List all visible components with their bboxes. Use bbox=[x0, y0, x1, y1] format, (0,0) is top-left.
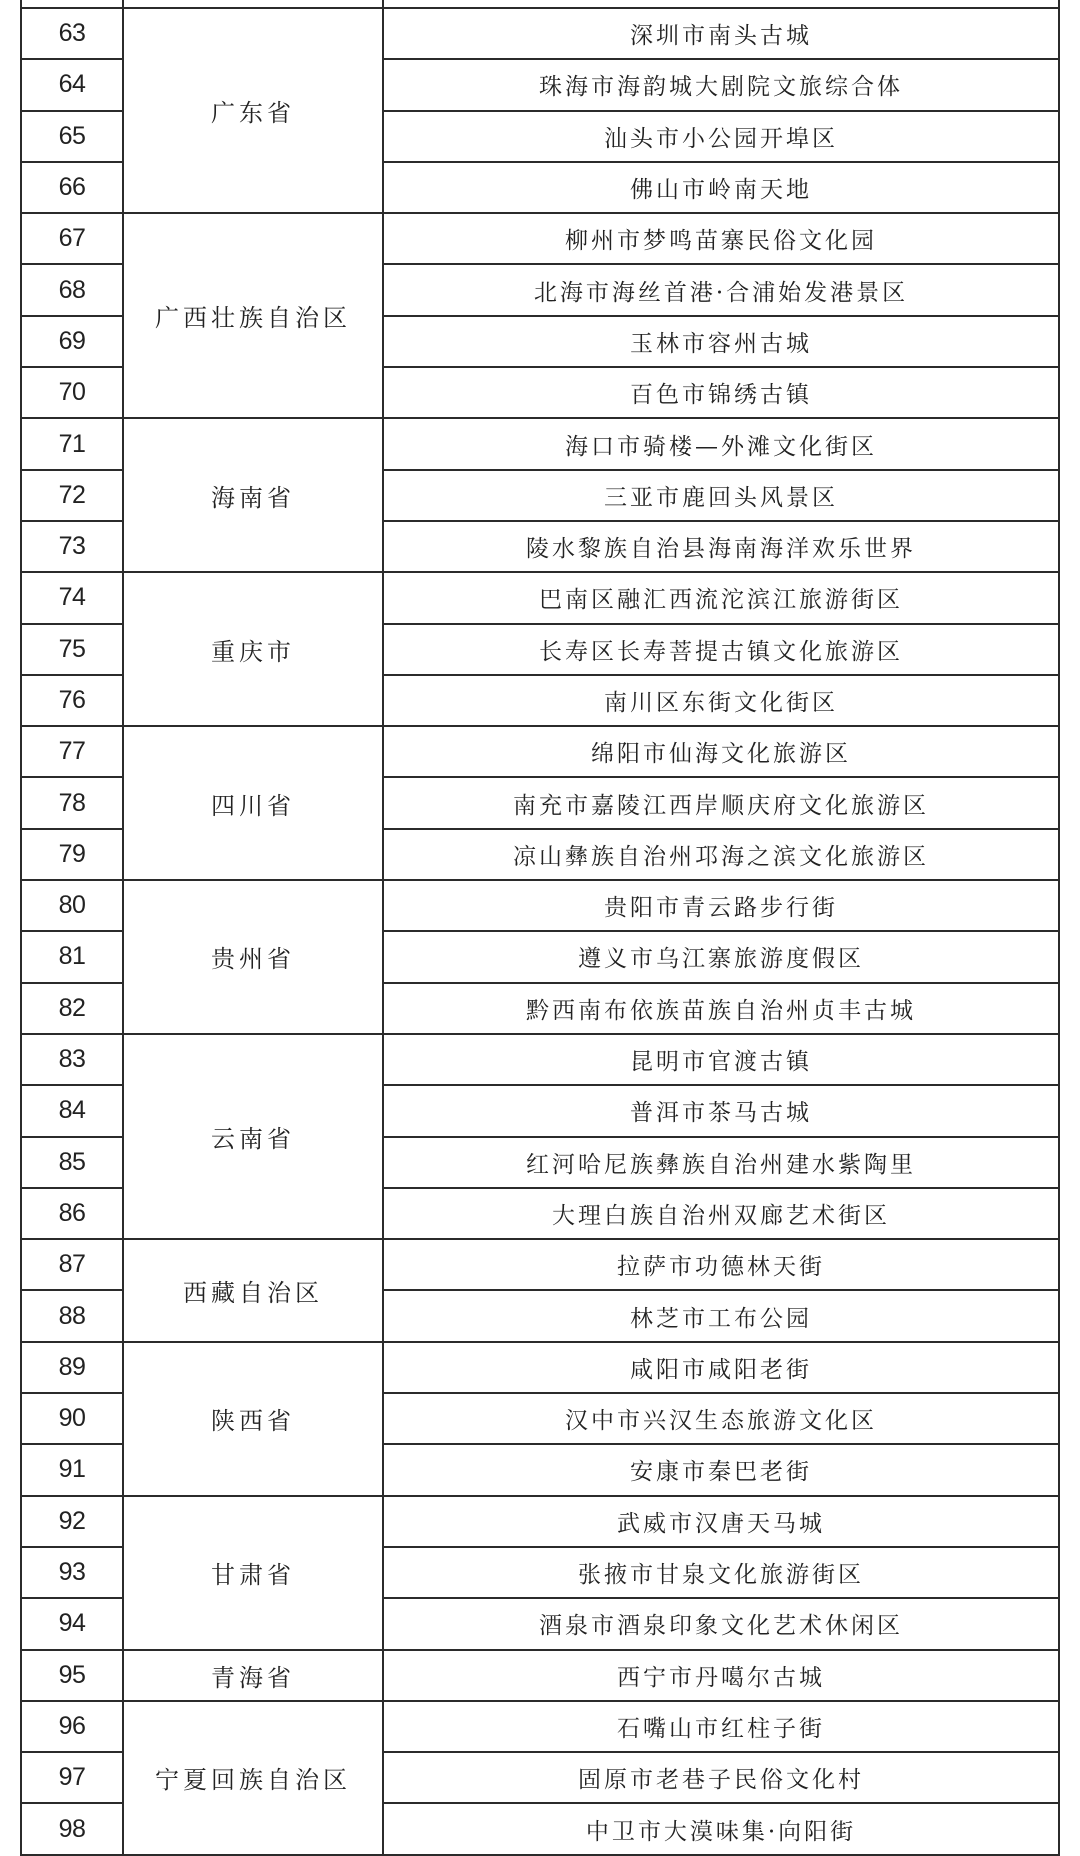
table-row bbox=[21, 418, 1059, 469]
site-name-cell: 佛山市岭南天地 bbox=[383, 162, 1059, 213]
row-number-cell: 89 bbox=[21, 1342, 123, 1393]
table-row bbox=[21, 213, 1059, 264]
table-row bbox=[21, 572, 1059, 623]
site-name-cell: 安康市秦巴老街 bbox=[383, 1444, 1059, 1495]
table-row-cut-off bbox=[21, 0, 1059, 8]
site-name-cell: 武威市汉唐天马城 bbox=[383, 1496, 1059, 1547]
row-number-cell: 77 bbox=[21, 726, 123, 777]
province-cell: 陕西省 bbox=[123, 1342, 383, 1496]
table-row bbox=[21, 1650, 1059, 1701]
site-name-cell: 凉山彝族自治州邛海之滨文化旅游区 bbox=[383, 829, 1059, 880]
row-number-cell: 98 bbox=[21, 1803, 123, 1854]
site-name-cell: 汕头市小公园开埠区 bbox=[383, 111, 1059, 162]
row-number-cell: 84 bbox=[21, 1085, 123, 1136]
site-name-cell: 百色市锦绣古镇 bbox=[383, 367, 1059, 418]
province-cell: 重庆市 bbox=[123, 572, 383, 726]
row-number-cell: 68 bbox=[21, 264, 123, 315]
row-number-cell: 70 bbox=[21, 367, 123, 418]
site-name-cell: 巴南区融汇西流沱滨江旅游街区 bbox=[383, 572, 1059, 623]
site-name-cell: 大理白族自治州双廊艺术街区 bbox=[383, 1188, 1059, 1239]
province-cell: 广东省 bbox=[123, 8, 383, 213]
site-name-cell: 玉林市容州古城 bbox=[383, 316, 1059, 367]
site-name-cell: 张掖市甘泉文化旅游街区 bbox=[383, 1547, 1059, 1598]
table-row bbox=[21, 1034, 1059, 1085]
site-name-cell: 北海市海丝首港·合浦始发港景区 bbox=[383, 264, 1059, 315]
site-name-cell: 南充市嘉陵江西岸顺庆府文化旅游区 bbox=[383, 777, 1059, 828]
site-name-cell: 固原市老巷子民俗文化村 bbox=[383, 1752, 1059, 1803]
row-number-cell: 88 bbox=[21, 1290, 123, 1341]
row-number-cell: 95 bbox=[21, 1650, 123, 1701]
province-cell: 宁夏回族自治区 bbox=[123, 1701, 383, 1855]
site-name-cell: 长寿区长寿菩提古镇文化旅游区 bbox=[383, 624, 1059, 675]
row-number-cell: 65 bbox=[21, 111, 123, 162]
row-number-cell: 90 bbox=[21, 1393, 123, 1444]
site-name-cell: 拉萨市功德林天街 bbox=[383, 1239, 1059, 1290]
province-cell: 海南省 bbox=[123, 418, 383, 572]
row-number-cell: 96 bbox=[21, 1701, 123, 1752]
row-number-cell: 80 bbox=[21, 880, 123, 931]
table-row bbox=[21, 1342, 1059, 1393]
province-cell: 甘肃省 bbox=[123, 1496, 383, 1650]
site-name-cell: 昆明市官渡古镇 bbox=[383, 1034, 1059, 1085]
cut-off-cell bbox=[21, 0, 123, 8]
table-row bbox=[21, 8, 1059, 59]
site-name-cell: 柳州市梦鸣苗寨民俗文化园 bbox=[383, 213, 1059, 264]
row-number-cell: 72 bbox=[21, 470, 123, 521]
site-name-cell: 遵义市乌江寨旅游度假区 bbox=[383, 931, 1059, 982]
site-name-cell: 贵阳市青云路步行街 bbox=[383, 880, 1059, 931]
table-row bbox=[21, 726, 1059, 777]
row-number-cell: 64 bbox=[21, 59, 123, 110]
row-number-cell: 85 bbox=[21, 1137, 123, 1188]
row-number-cell: 94 bbox=[21, 1598, 123, 1649]
row-number-cell: 97 bbox=[21, 1752, 123, 1803]
row-number-cell: 92 bbox=[21, 1496, 123, 1547]
site-name-cell: 石嘴山市红柱子街 bbox=[383, 1701, 1059, 1752]
province-cell: 广西壮族自治区 bbox=[123, 213, 383, 418]
row-number-cell: 75 bbox=[21, 624, 123, 675]
site-name-cell: 三亚市鹿回头风景区 bbox=[383, 470, 1059, 521]
row-number-cell: 83 bbox=[21, 1034, 123, 1085]
row-number-cell: 73 bbox=[21, 521, 123, 572]
row-number-cell: 66 bbox=[21, 162, 123, 213]
row-number-cell: 91 bbox=[21, 1444, 123, 1495]
site-name-cell: 汉中市兴汉生态旅游文化区 bbox=[383, 1393, 1059, 1444]
row-number-cell: 67 bbox=[21, 213, 123, 264]
row-number-cell: 86 bbox=[21, 1188, 123, 1239]
row-number-cell: 63 bbox=[21, 8, 123, 59]
row-number-cell: 76 bbox=[21, 675, 123, 726]
site-name-cell: 海口市骑楼—外滩文化街区 bbox=[383, 418, 1059, 469]
site-name-cell: 绵阳市仙海文化旅游区 bbox=[383, 726, 1059, 777]
row-number-cell: 79 bbox=[21, 829, 123, 880]
table-row bbox=[21, 880, 1059, 931]
row-number-cell: 69 bbox=[21, 316, 123, 367]
site-name-cell: 酒泉市酒泉印象文化艺术休闲区 bbox=[383, 1598, 1059, 1649]
row-number-cell: 71 bbox=[21, 418, 123, 469]
province-cell: 贵州省 bbox=[123, 880, 383, 1034]
province-cell: 西藏自治区 bbox=[123, 1239, 383, 1342]
row-number-cell: 74 bbox=[21, 572, 123, 623]
province-cell: 青海省 bbox=[123, 1650, 383, 1701]
site-list-body bbox=[21, 0, 1059, 1855]
document-page bbox=[20, 0, 1060, 1856]
row-number-cell: 81 bbox=[21, 931, 123, 982]
row-number-cell: 93 bbox=[21, 1547, 123, 1598]
row-number-cell: 82 bbox=[21, 983, 123, 1034]
table-row bbox=[21, 1496, 1059, 1547]
site-name-cell: 林芝市工布公园 bbox=[383, 1290, 1059, 1341]
site-name-cell: 普洱市茶马古城 bbox=[383, 1085, 1059, 1136]
site-name-cell: 陵水黎族自治县海南海洋欢乐世界 bbox=[383, 521, 1059, 572]
province-cell: 四川省 bbox=[123, 726, 383, 880]
table-row bbox=[21, 1701, 1059, 1752]
site-name-cell: 咸阳市咸阳老街 bbox=[383, 1342, 1059, 1393]
cut-off-cell bbox=[123, 0, 383, 8]
row-number-cell: 78 bbox=[21, 777, 123, 828]
site-list-table bbox=[20, 0, 1060, 1856]
table-row bbox=[21, 1239, 1059, 1290]
cut-off-cell bbox=[383, 0, 1059, 8]
site-name-cell: 红河哈尼族彝族自治州建水紫陶里 bbox=[383, 1137, 1059, 1188]
site-name-cell: 南川区东街文化街区 bbox=[383, 675, 1059, 726]
site-name-cell: 深圳市南头古城 bbox=[383, 8, 1059, 59]
site-name-cell: 中卫市大漠味集·向阳街 bbox=[383, 1803, 1059, 1854]
site-name-cell: 西宁市丹噶尔古城 bbox=[383, 1650, 1059, 1701]
site-name-cell: 珠海市海韵城大剧院文旅综合体 bbox=[383, 59, 1059, 110]
province-cell: 云南省 bbox=[123, 1034, 383, 1239]
row-number-cell: 87 bbox=[21, 1239, 123, 1290]
site-name-cell: 黔西南布依族苗族自治州贞丰古城 bbox=[383, 983, 1059, 1034]
